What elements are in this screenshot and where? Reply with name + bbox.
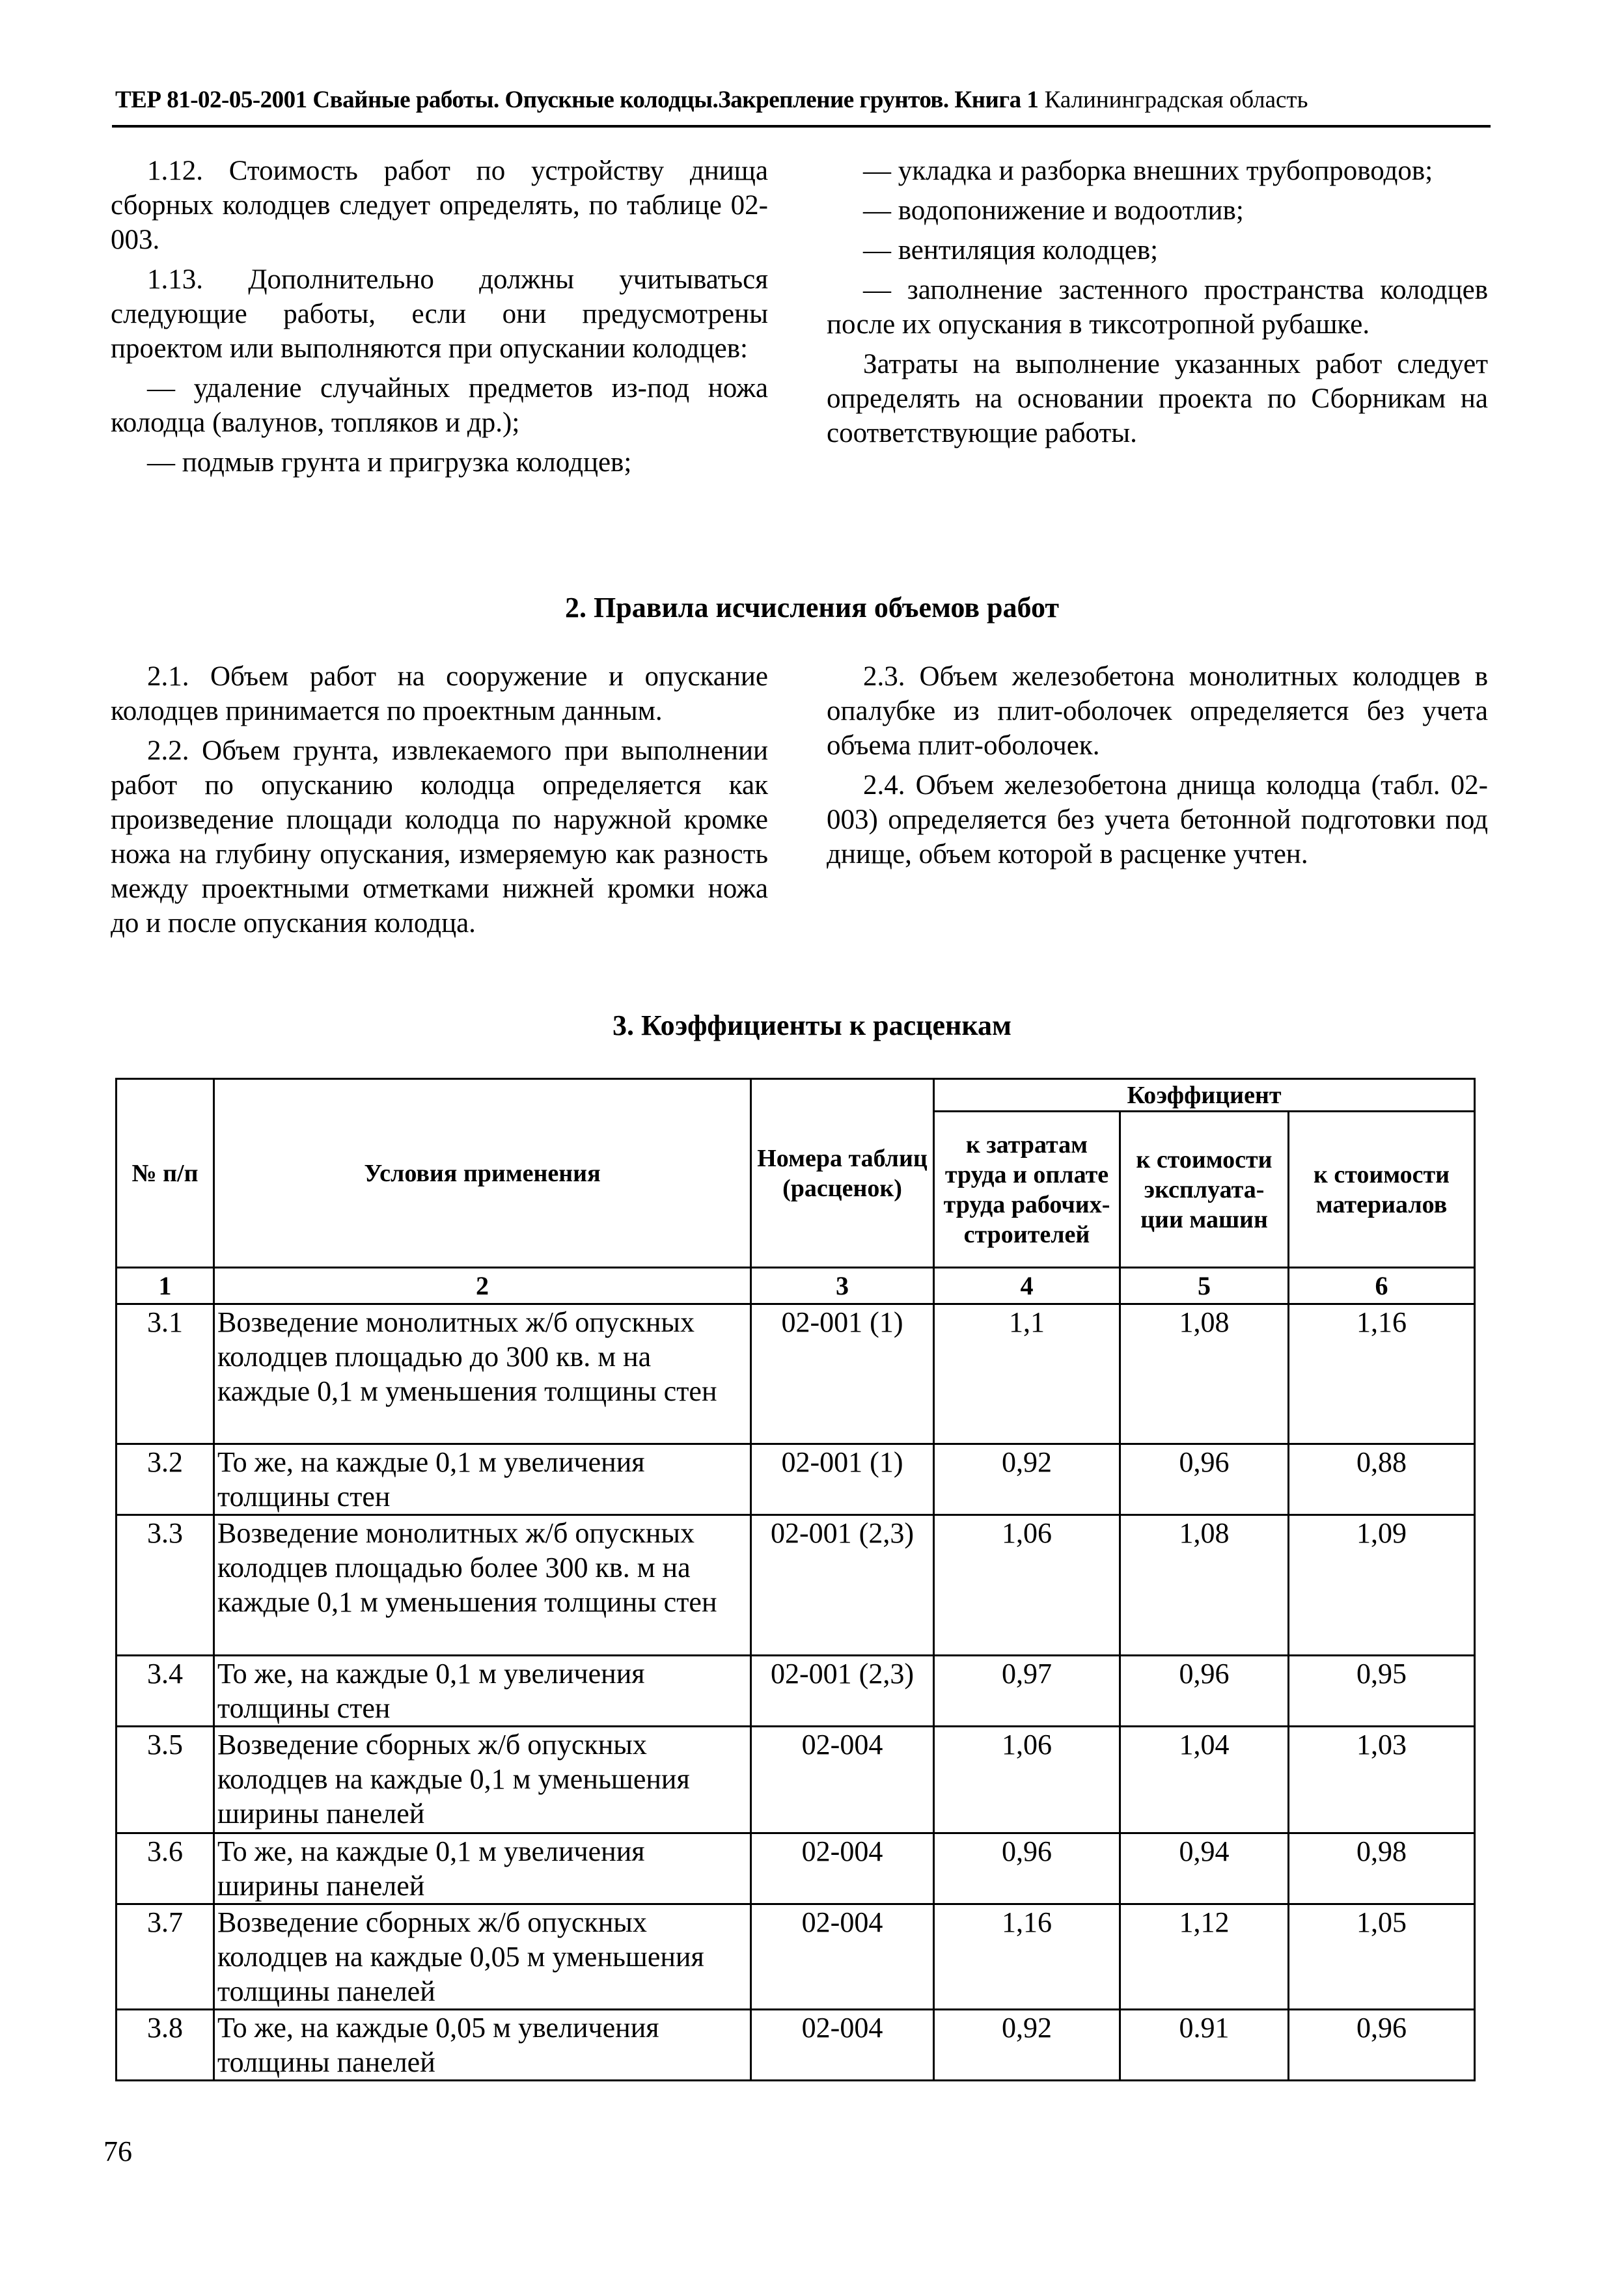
left-column-1 xyxy=(111,154,768,485)
row-machines-coef: 0.91 xyxy=(1120,2010,1289,2081)
page-number: 76 xyxy=(103,2135,132,2167)
row-materials-coef: 0,96 xyxy=(1289,2010,1475,2081)
row-machines-coef: 1,12 xyxy=(1120,1904,1289,2010)
header-title: ТЕР 81-02-05-2001 Свайные работы. Опускные колодцы.Закрепление грунтов. Книга 1 xyxy=(115,87,1039,113)
paragraph: 2.3. Объем железобетона монолитных колодцев в опалубке из плит-оболочек определяется без учета объема плит-оболочек. xyxy=(827,661,1488,761)
paragraph: — подмыв грунта и пригрузка колодцев; xyxy=(147,447,632,478)
row-labor-coef: 0,96 xyxy=(934,1833,1120,1904)
table-row xyxy=(117,1904,1475,2010)
paragraph: 1.12. Стоимость работ по устройству днища сборных колодцев следует определять, по таблице 02-003. xyxy=(111,156,768,255)
header-labor: к затратам труда и оплате труда рабочих-строителей xyxy=(934,1112,1120,1268)
row-materials-coef: 0,98 xyxy=(1289,1833,1475,1904)
header-coefficient: Коэффициент xyxy=(934,1079,1475,1112)
left-column-2 xyxy=(111,659,768,946)
row-number: 3.6 xyxy=(117,1833,214,1904)
paragraph: — укладка и разборка внешних трубопроводов; xyxy=(863,156,1433,186)
table-row xyxy=(117,1304,1475,1444)
row-materials-coef: 0,88 xyxy=(1289,1444,1475,1515)
paragraph: — водопонижение и водоотлив; xyxy=(863,195,1244,226)
row-materials-coef: 1,05 xyxy=(1289,1904,1475,2010)
row-condition: Возведение монолитных ж/б опускных колодцев площадью до 300 кв. м на каждые 0,1 м уменьшения толщины стен xyxy=(214,1304,751,1444)
row-machines-coef: 0,96 xyxy=(1120,1444,1289,1515)
row-number: 3.1 xyxy=(117,1304,214,1444)
row-condition: То же, на каждые 0,1 м увеличения толщины стен xyxy=(214,1656,751,1727)
header-machines: к стоимости эксплуата-ции машин xyxy=(1120,1112,1289,1268)
row-table-ref: 02-001 (2,3) xyxy=(751,1656,934,1727)
table-row xyxy=(117,1833,1475,1904)
row-materials-coef: 1,16 xyxy=(1289,1304,1475,1444)
header-rule xyxy=(112,125,1491,128)
col-number: 3 xyxy=(751,1268,934,1304)
col-number: 1 xyxy=(117,1268,214,1304)
row-table-ref: 02-001 (1) xyxy=(751,1444,934,1515)
row-table-ref: 02-004 xyxy=(751,1904,934,2010)
row-condition: Возведение сборных ж/б опускных колодцев на каждые 0,05 м уменьшения толщины панелей xyxy=(214,1904,751,2010)
section-3-heading: 3. Коэффициенты к расценкам xyxy=(612,1009,1012,1041)
header-num: № п/п xyxy=(117,1079,214,1268)
row-table-ref: 02-004 xyxy=(751,1727,934,1833)
row-number: 3.3 xyxy=(117,1515,214,1656)
row-condition: Возведение монолитных ж/б опускных колодцев площадью более 300 кв. м на каждые 0,1 м уменьшения толщины стен xyxy=(214,1515,751,1656)
paragraph: 1.13. Дополнительно должны учитываться следующие работы, если они предусмотрены проектом или выполняются при опускании колодцев: xyxy=(111,264,768,364)
row-machines-coef: 1,08 xyxy=(1120,1304,1289,1444)
row-labor-coef: 0,92 xyxy=(934,2010,1120,2081)
table-row xyxy=(117,1515,1475,1656)
row-machines-coef: 0,96 xyxy=(1120,1656,1289,1727)
row-labor-coef: 1,1 xyxy=(934,1304,1120,1444)
row-number: 3.2 xyxy=(117,1444,214,1515)
paragraph: 2.2. Объем грунта, извлекаемого при выполнении работ по опусканию колодца определяется как произведение площади колодца по наружной кромке ножа на глубину опускания, измеряемую как разность между проектными отметками нижней кромки ножа до и после опускания колодца. xyxy=(111,735,768,939)
paragraph: — заполнение застенного пространства колодцев после их опускания в тиксотропной рубашке. xyxy=(827,275,1488,340)
row-table-ref: 02-004 xyxy=(751,1833,934,1904)
header-tables: Номера таблиц (расценок) xyxy=(751,1079,934,1268)
header-materials: к стоимости материалов xyxy=(1289,1112,1475,1268)
row-materials-coef: 1,03 xyxy=(1289,1727,1475,1833)
col-number: 6 xyxy=(1289,1268,1475,1304)
row-materials-coef: 1,09 xyxy=(1289,1515,1475,1656)
row-condition: То же, на каждые 0,05 м увеличения толщины панелей xyxy=(214,2010,751,2081)
table-row xyxy=(117,1656,1475,1727)
row-machines-coef: 1,04 xyxy=(1120,1727,1289,1833)
row-number: 3.7 xyxy=(117,1904,214,2010)
row-condition: То же, на каждые 0,1 м увеличения ширины панелей xyxy=(214,1833,751,1904)
row-condition: Возведение сборных ж/б опускных колодцев на каждые 0,1 м уменьшения ширины панелей xyxy=(214,1727,751,1833)
row-labor-coef: 0,97 xyxy=(934,1656,1120,1727)
row-number: 3.8 xyxy=(117,2010,214,2081)
row-table-ref: 02-001 (2,3) xyxy=(751,1515,934,1656)
row-number: 3.5 xyxy=(117,1727,214,1833)
table-row xyxy=(117,1727,1475,1833)
row-number: 3.4 xyxy=(117,1656,214,1727)
paragraph: 2.1. Объем работ на сооружение и опускание колодцев принимается по проектным данным. xyxy=(111,661,768,726)
row-labor-coef: 0,92 xyxy=(934,1444,1120,1515)
row-condition: То же, на каждые 0,1 м увеличения толщины стен xyxy=(214,1444,751,1515)
col-number: 2 xyxy=(214,1268,751,1304)
paragraph: — вентиляция колодцев; xyxy=(863,235,1159,266)
header-region: Калининградская область xyxy=(1044,87,1308,113)
row-labor-coef: 1,06 xyxy=(934,1727,1120,1833)
row-table-ref: 02-004 xyxy=(751,2010,934,2081)
header-conditions: Условия применения xyxy=(214,1079,751,1268)
row-labor-coef: 1,16 xyxy=(934,1904,1120,2010)
running-header xyxy=(115,86,1469,114)
row-machines-coef: 1,08 xyxy=(1120,1515,1289,1656)
table-row xyxy=(117,1444,1475,1515)
row-labor-coef: 1,06 xyxy=(934,1515,1120,1656)
table-row xyxy=(117,2010,1475,2081)
right-column-1 xyxy=(827,154,1488,456)
right-column-2 xyxy=(827,659,1488,877)
paragraph: 2.4. Объем железобетона днища колодца (табл. 02-003) определяется без учета бетонной подготовки под днище, объем которой в расценке учтен. xyxy=(827,770,1488,870)
paragraph: Затраты на выполнение указанных работ следует определять на основании проекта по Сборникам на соответствующие работы. xyxy=(827,349,1488,448)
coefficients-table xyxy=(115,1078,1476,2081)
paragraph: — удаление случайных предметов из-под ножа колодца (валунов, топляков и др.); xyxy=(111,373,768,438)
col-number: 4 xyxy=(934,1268,1120,1304)
row-machines-coef: 0,94 xyxy=(1120,1833,1289,1904)
row-table-ref: 02-001 (1) xyxy=(751,1304,934,1444)
row-materials-coef: 0,95 xyxy=(1289,1656,1475,1727)
col-number: 5 xyxy=(1120,1268,1289,1304)
column-number-row xyxy=(117,1268,1475,1304)
section-2-heading: 2. Правила исчисления объемов работ xyxy=(565,592,1059,624)
